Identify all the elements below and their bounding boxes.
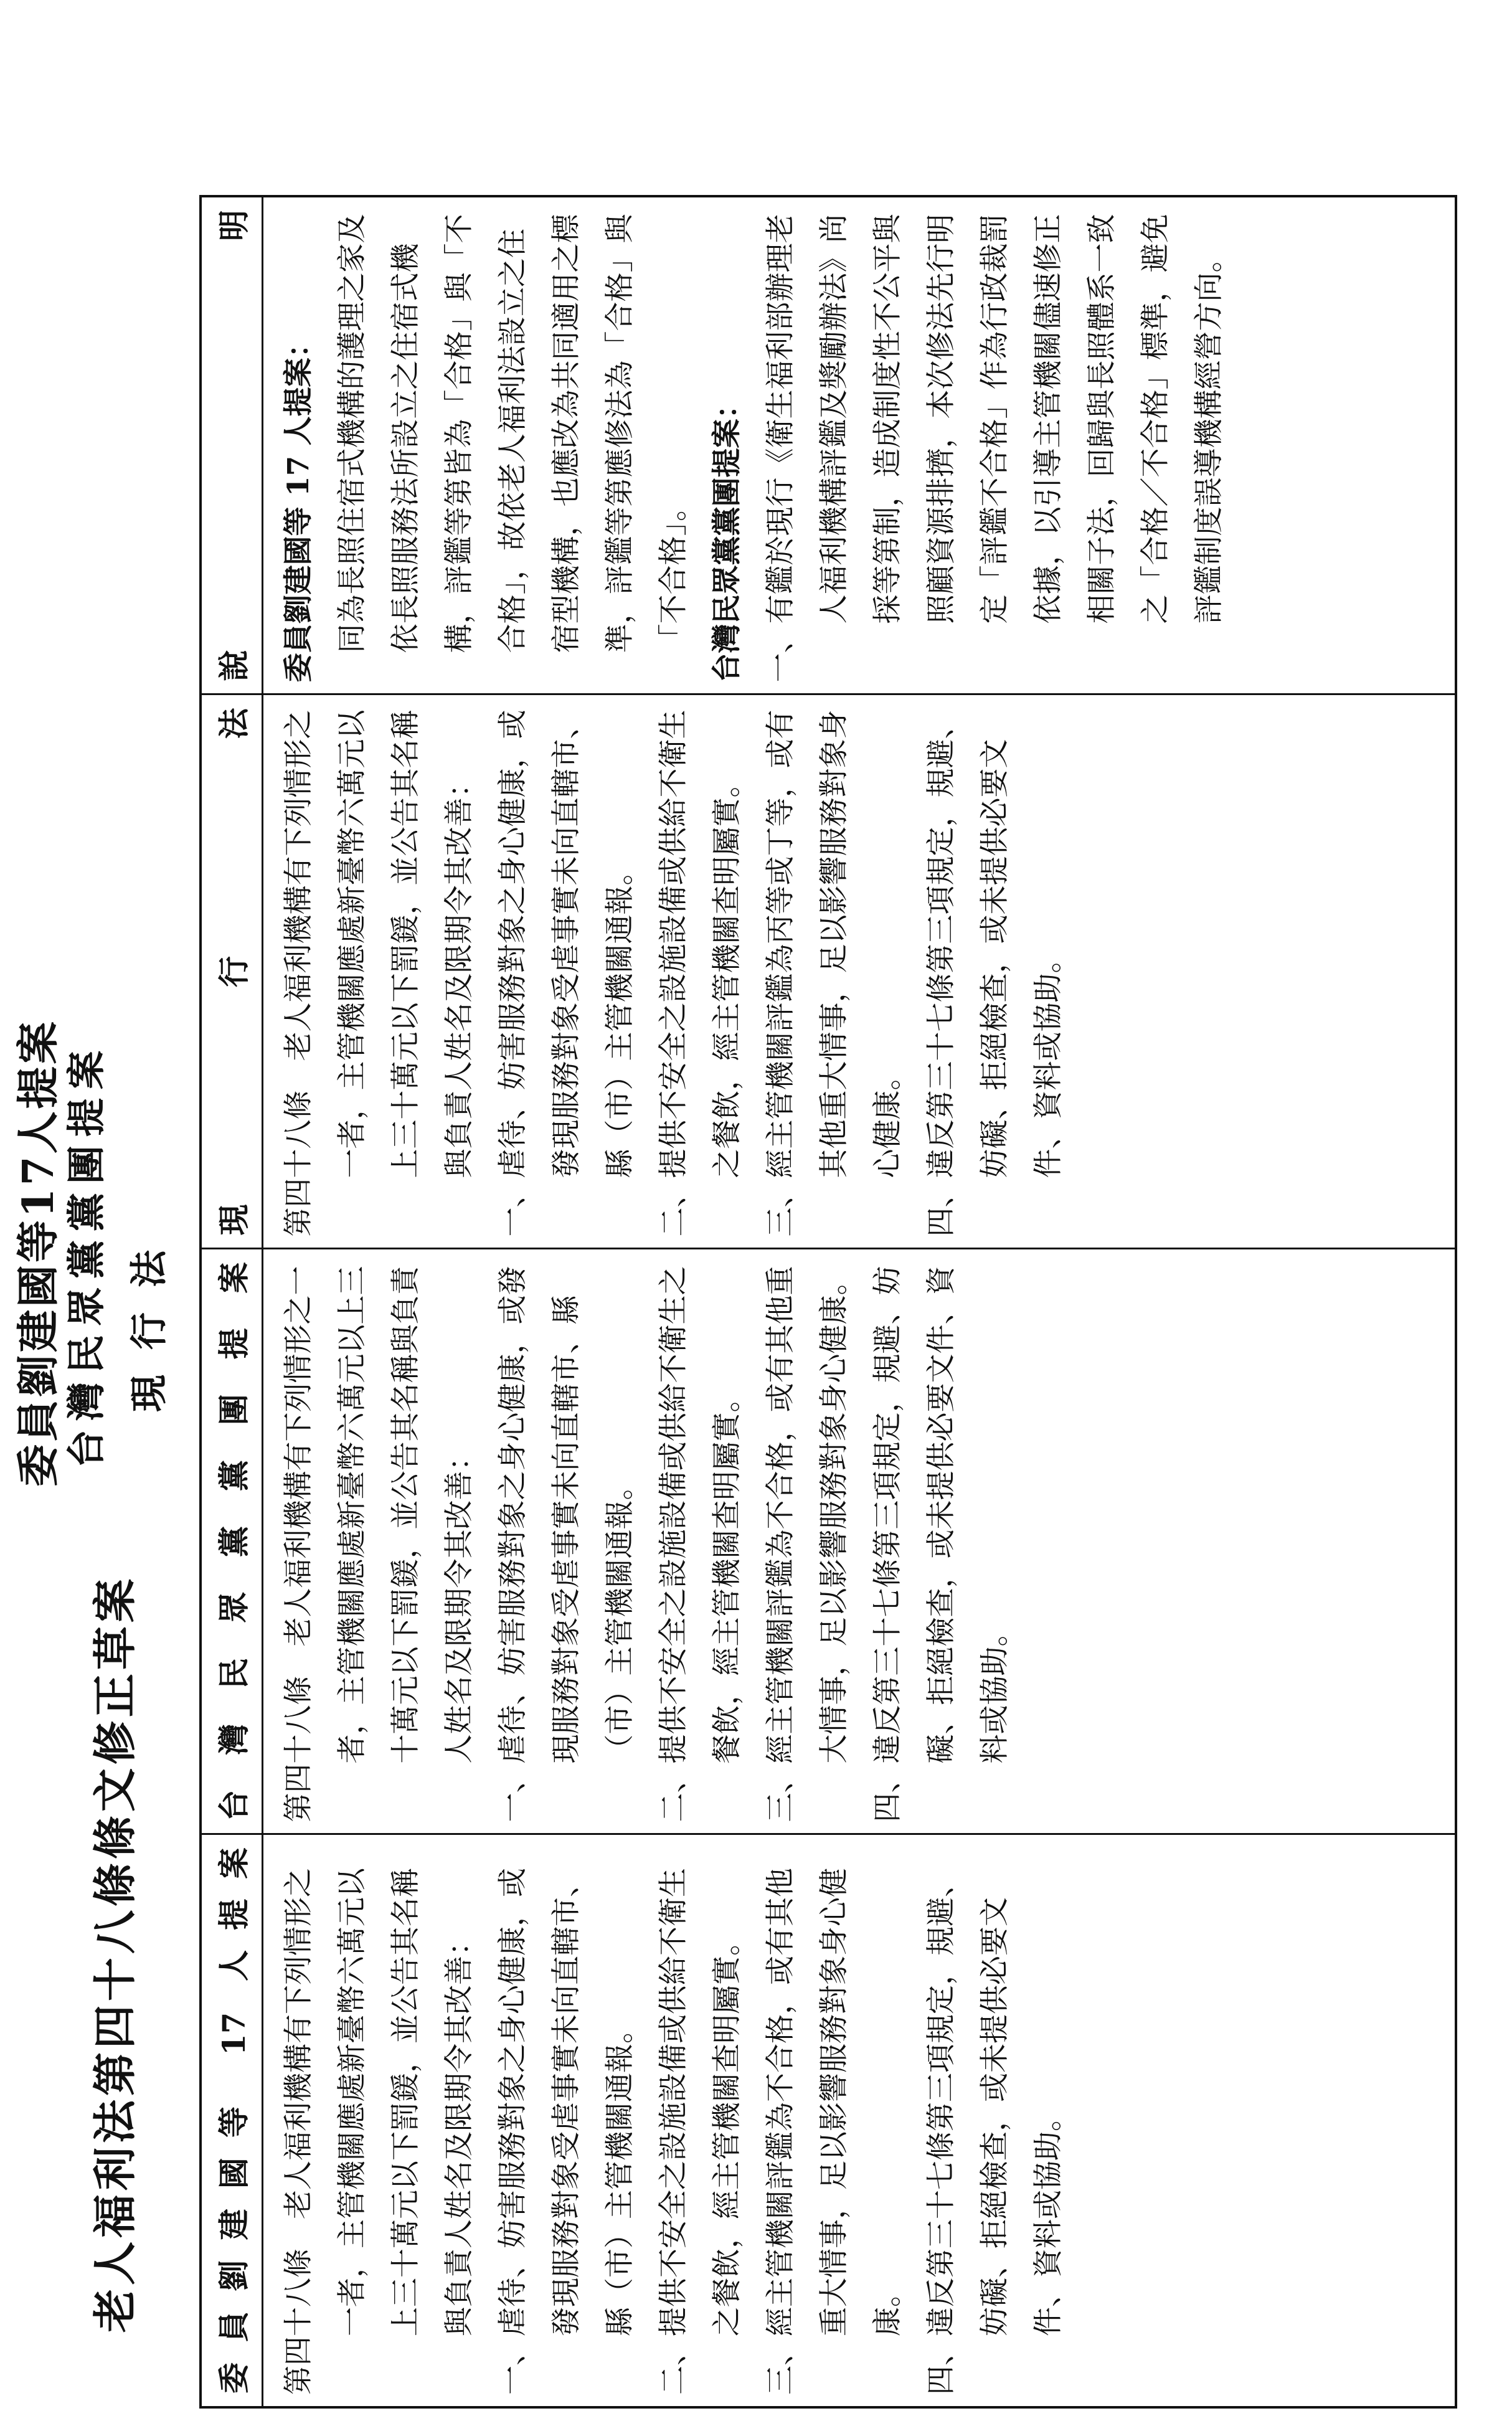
column-header-current-law: 現行法: [201, 694, 263, 1249]
clause-2: 二、提供不安全之設施設備或供給不衛生之餐飲，經主管機關查明屬實。: [656, 1266, 744, 1822]
explanation-text-tpp: 一、有鑑於現行《衛生福利部辦理老人福利機構評鑑及獎勵辦法》尚採等第制，造成制度性不公平與照顧資源排擠，本次修法先行明定「評鑑不合格」作為行政裁罰依據，以引導主管機關儘速修正相關子法，回歸與長照體系一致之「合格／不合格」標準，避免評鑑制度誤導機構經營方向。: [763, 214, 1226, 683]
clause-4: 四、違反第三十七條第三項規定，規避、妨礙、拒絕檢查，或未提供必要文件、資料或協助。: [924, 1868, 1065, 2395]
comparison-table: [199, 195, 1457, 2409]
title-proposal-line-1: 委員劉建國等17人提案: [14, 1019, 64, 1487]
column-header-liu-proposal: 委員劉建國等 17 人提案: [201, 1834, 263, 2407]
title-block: [0, 0, 212, 2421]
explanation-heading-tpp: 台灣民眾黨黨團提案：: [710, 389, 744, 683]
clause-3: 三、經主管機關評鑑為不合格，或有其他重大情事，足以影響服務對象身心健康。: [763, 1868, 905, 2395]
explanation-heading-liu: 委員劉建國等 17 人提案：: [281, 328, 316, 683]
clause-2: 二、提供不安全之設施設備或供給不衛生之餐飲，經主管機關查明屬實。: [656, 709, 744, 1237]
clause-3: 三、經主管機關評鑑為丙等或丁等，或有其他重大情事，足以影響服務對象身心健康。: [763, 709, 905, 1237]
clause-4: 四、違反第三十七條第三項規定，規避、妨礙、拒絕檢查，或未提供必要文件、資料或協助。: [871, 1266, 1012, 1822]
document-title: 老人福利法第四十八條條文修正草案: [89, 1575, 141, 2333]
column-header-tpp-proposal: 台灣民眾黨黨團提案: [201, 1249, 263, 1834]
article-text: 第四十八條 老人福利機構有下列情形之一者，主管機關應處新臺幣六萬元以上三十萬元以下罰鍰，並公告其名稱與負責人姓名及限期令其改善：: [281, 1868, 476, 2395]
column-header-explanation: 說明: [201, 196, 263, 694]
clause-3: 三、經主管機關評鑑為不合格，或有其他重大情事，足以影響服務對象身心健康。: [763, 1266, 851, 1822]
article-text: 第四十八條 老人福利機構有下列情形之一者，主管機關應處新臺幣六萬元以上三十萬元以下罰鍰，並公告其名稱與負責人姓名及限期令其改善：: [281, 1266, 476, 1822]
title-current-law: 現行法: [128, 1225, 171, 1412]
clause-1: 一、虐待、妨害服務對象之身心健康，或發現服務對象受虐事實未向直轄市、縣（市）主管機關通報。: [496, 709, 637, 1237]
title-proposal-line-2: 台灣民眾黨黨團提案: [64, 1041, 109, 1468]
cell-tpp-proposal: [263, 1249, 1457, 1834]
table-header-row: [201, 196, 263, 2407]
clause-4: 四、違反第三十七條第三項規定，規避、妨礙、拒絕檢查，或未提供必要文件、資料或協助。: [924, 709, 1065, 1237]
table-row: [263, 196, 1457, 2407]
clause-1: 一、虐待、妨害服務對象之身心健康，或發現服務對象受虐事實未向直轄市、縣（市）主管機關通報。: [496, 1266, 637, 1822]
cell-current-law: [263, 694, 1457, 1249]
article-text: 第四十八條 老人福利機構有下列情形之一者，主管機關應處新臺幣六萬元以上三十萬元以下罰鍰，並公告其名稱與負責人姓名及限期令其改善：: [281, 709, 476, 1237]
clause-1: 一、虐待、妨害服務對象之身心健康，或發現服務對象受虐事實未向直轄市、縣（市）主管機關通報。: [496, 1868, 637, 2395]
cell-liu-proposal: [263, 1834, 1457, 2407]
clause-2: 二、提供不安全之設施設備或供給不衛生之餐飲，經主管機關查明屬實。: [656, 1868, 744, 2395]
cell-explanation: [263, 196, 1457, 694]
explanation-text-liu: 同為長照住宿式機構的護理之家及依長照服務法所設立之住宿式機構，評鑑等第皆為「合格」與「不合格」，故依老人福利法設立之住宿型機構，也應改為共同適用之標準，評鑑等第應修法為「合格」與「不合格」。: [335, 214, 691, 653]
